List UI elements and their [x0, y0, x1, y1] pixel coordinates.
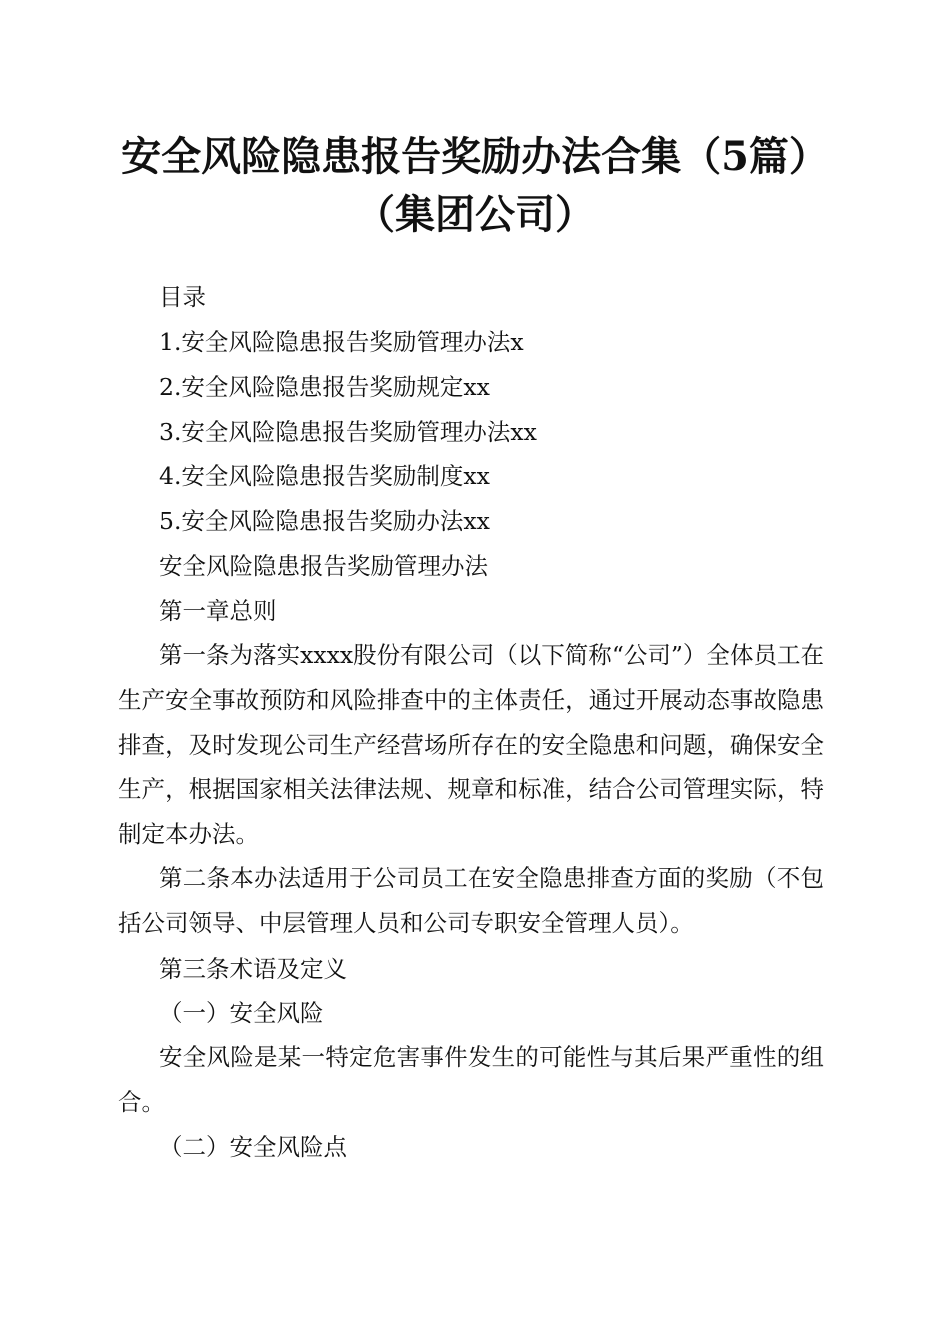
- chapter-title: 第一章总则: [159, 597, 277, 625]
- toc-item: 4.安全风险隐患报告奖励制度xx: [159, 462, 490, 490]
- toc-item: 2.安全风险隐患报告奖励规定xx: [159, 373, 490, 401]
- term-heading: （二）安全风险点: [159, 1133, 347, 1161]
- article-heading: 第三条术语及定义: [159, 955, 347, 983]
- document-title: 安全风险隐患报告奖励办法合集（5篇）（集团公司）: [121, 133, 829, 238]
- article-paragraph: 第一条为落实xxxx股份有限公司（以下简称“公司”）全体员工在生产安全事故预防和风险排查中的主体责任，通过开展动态事故隐患排查，及时发现公司生产经营场所存在的安全隐患和问题，确保安全生产，根据国家相关法律法规、规章和标准，结合公司管理实际，特制定本办法。: [118, 641, 824, 849]
- section-title: 安全风险隐患报告奖励管理办法: [159, 552, 488, 580]
- toc-item: 1.安全风险隐患报告奖励管理办法x: [159, 328, 524, 356]
- toc-item: 5.安全风险隐患报告奖励办法xx: [159, 507, 490, 535]
- term-definition: 安全风险是某一特定危害事件发生的可能性与其后果严重性的组合。: [118, 1043, 824, 1116]
- term-heading: （一）安全风险: [159, 999, 324, 1027]
- article-paragraph: 第二条本办法适用于公司员工在安全隐患排查方面的奖励（不包括公司领导、中层管理人员和公司专职安全管理人员）。: [118, 864, 824, 937]
- toc-heading: 目录: [159, 283, 206, 311]
- toc-item: 3.安全风险隐患报告奖励管理办法xx: [159, 418, 537, 446]
